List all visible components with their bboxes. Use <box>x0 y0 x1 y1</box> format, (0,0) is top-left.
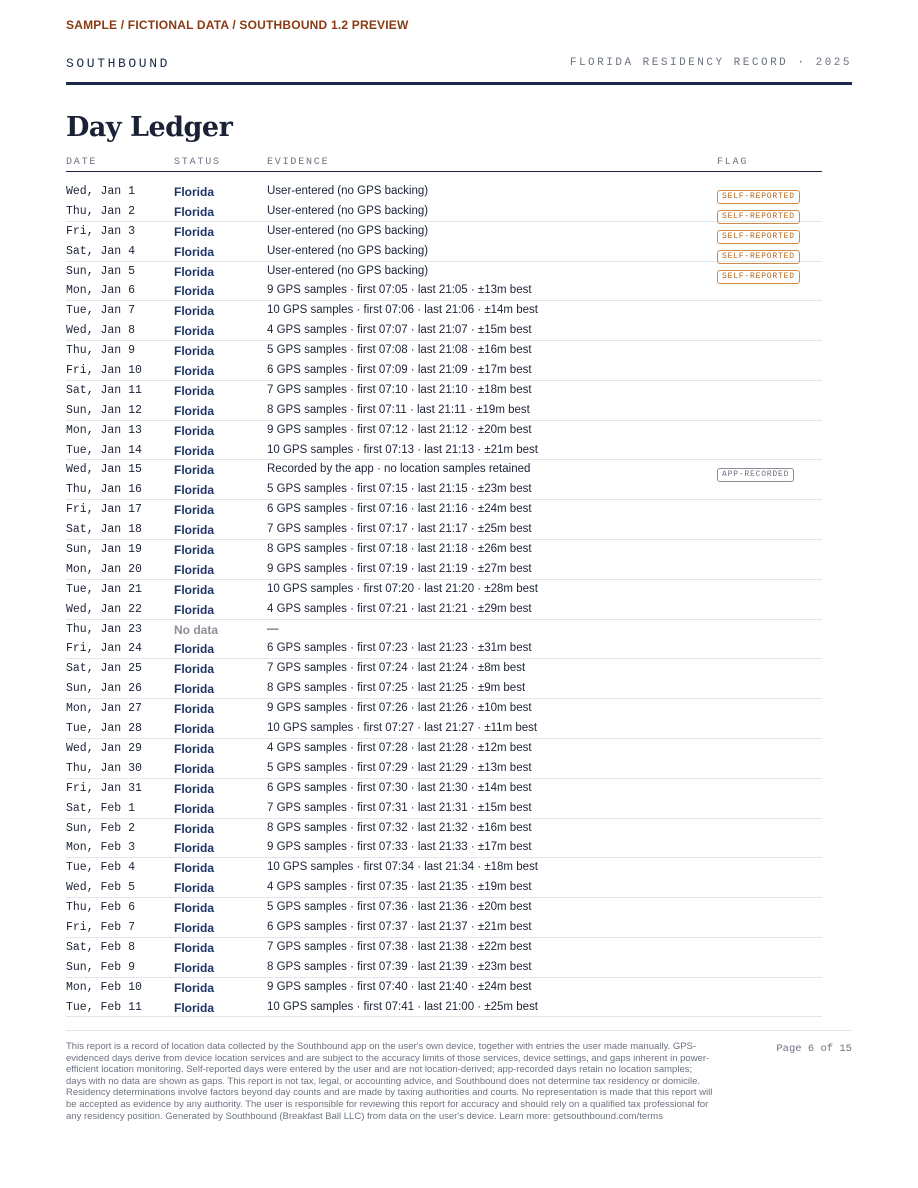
row-date: Fri, Jan 17 <box>66 503 142 517</box>
row-date: Mon, Feb 3 <box>66 841 136 855</box>
row-status: Florida <box>174 224 215 239</box>
row-evidence: 4 GPS samples · first 07:35 · last 21:35 · ±19m best <box>267 881 532 894</box>
row-evidence: 10 GPS samples · first 07:34 · last 21:34 · ±18m best <box>267 861 538 874</box>
row-evidence: 9 GPS samples · first 07:19 · last 21:19 · ±27m best <box>267 562 532 575</box>
row-status: Florida <box>174 383 215 398</box>
row-status: Florida <box>174 483 215 498</box>
row-evidence: 4 GPS samples · first 07:28 · last 21:28 · ±12m best <box>267 741 532 754</box>
row-date: Tue, Feb 4 <box>66 861 136 875</box>
row-evidence: — <box>267 622 279 635</box>
row-date: Mon, Jan 20 <box>66 562 142 576</box>
row-date: Fri, Jan 24 <box>66 642 142 656</box>
row-evidence: 6 GPS samples · first 07:37 · last 21:37 · ±21m best <box>267 920 532 933</box>
table-row <box>66 858 822 878</box>
table-row <box>66 301 822 321</box>
row-status: Florida <box>174 702 215 717</box>
row-date: Sat, Jan 25 <box>66 662 142 676</box>
row-evidence: 4 GPS samples · first 07:21 · last 21:21 · ±29m best <box>267 602 532 615</box>
row-date: Sat, Jan 11 <box>66 383 142 397</box>
row-status: Florida <box>174 284 215 299</box>
row-status: Florida <box>174 821 215 836</box>
row-date: Fri, Jan 3 <box>66 224 136 238</box>
row-date: Mon, Jan 27 <box>66 702 142 716</box>
table-row <box>66 659 822 679</box>
row-date: Sat, Feb 8 <box>66 940 136 954</box>
table-row <box>66 361 822 381</box>
row-date: Sat, Jan 4 <box>66 244 136 258</box>
row-status: Florida <box>174 324 215 339</box>
table-row <box>66 262 822 282</box>
row-status: Florida <box>174 344 215 359</box>
footer-rule <box>66 1030 852 1031</box>
row-status: Florida <box>174 1000 215 1015</box>
table-row <box>66 819 822 839</box>
row-date: Thu, Jan 2 <box>66 204 136 218</box>
flag-badge: SELF-REPORTED <box>717 250 800 264</box>
row-status: Florida <box>174 781 215 796</box>
table-row <box>66 600 822 620</box>
row-date: Sun, Feb 2 <box>66 821 136 835</box>
row-date: Sat, Feb 1 <box>66 801 136 815</box>
row-evidence: 9 GPS samples · first 07:33 · last 21:33 · ±17m best <box>267 841 532 854</box>
table-row <box>66 679 822 699</box>
table-row <box>66 381 822 401</box>
table-row <box>66 202 822 222</box>
row-date: Fri, Jan 31 <box>66 781 142 795</box>
table-row <box>66 799 822 819</box>
row-evidence: 9 GPS samples · first 07:12 · last 21:12 · ±20m best <box>267 423 532 436</box>
row-status: Florida <box>174 364 215 379</box>
row-date: Mon, Jan 6 <box>66 284 136 298</box>
flag-badge: SELF-REPORTED <box>717 270 800 284</box>
row-status: Florida <box>174 741 215 756</box>
row-status: Florida <box>174 264 215 279</box>
row-date: Thu, Jan 16 <box>66 483 142 497</box>
row-date: Tue, Jan 7 <box>66 304 136 318</box>
row-evidence: User-entered (no GPS backing) <box>267 244 429 257</box>
brand-name: SOUTHBOUND <box>66 56 171 71</box>
table-row <box>66 480 822 500</box>
column-header-evidence: EVIDENCE <box>267 157 330 168</box>
row-status: Florida <box>174 185 215 199</box>
row-date: Sun, Jan 19 <box>66 543 142 557</box>
row-evidence: 7 GPS samples · first 07:31 · last 21:31 · ±15m best <box>267 801 532 814</box>
row-evidence: 6 GPS samples · first 07:16 · last 21:16 · ±24m best <box>267 503 532 516</box>
row-evidence: 8 GPS samples · first 07:11 · last 21:11 · ±19m best <box>267 403 530 416</box>
row-status: Florida <box>174 940 215 955</box>
row-date: Wed, Jan 29 <box>66 741 142 755</box>
row-date: Tue, Feb 11 <box>66 1000 142 1014</box>
row-date: Sat, Jan 18 <box>66 523 142 537</box>
table-row <box>66 918 822 938</box>
table-row <box>66 242 822 262</box>
row-status: Florida <box>174 980 215 995</box>
row-evidence: 5 GPS samples · first 07:29 · last 21:29 · ±13m best <box>267 761 532 774</box>
row-date: Sun, Feb 9 <box>66 960 136 974</box>
row-date: Fri, Jan 10 <box>66 364 142 378</box>
table-row <box>66 958 822 978</box>
row-status: Florida <box>174 801 215 816</box>
table-row <box>66 421 822 441</box>
row-date: Tue, Jan 14 <box>66 443 142 457</box>
table-row <box>66 938 822 958</box>
row-date: Sun, Jan 12 <box>66 403 142 417</box>
row-evidence: 4 GPS samples · first 07:07 · last 21:07 · ±15m best <box>267 324 532 337</box>
row-status: Florida <box>174 602 215 617</box>
table-row <box>66 281 822 301</box>
row-evidence: User-entered (no GPS backing) <box>267 204 429 217</box>
row-evidence: 8 GPS samples · first 07:18 · last 21:18 · ±26m best <box>267 543 532 556</box>
table-row <box>66 620 822 640</box>
row-status: Florida <box>174 244 215 259</box>
column-header-date: DATE <box>66 157 98 168</box>
row-status: No data <box>174 622 219 637</box>
row-evidence: 8 GPS samples · first 07:32 · last 21:32 · ±16m best <box>267 821 532 834</box>
table-row <box>66 540 822 560</box>
row-date: Sun, Jan 5 <box>66 264 136 278</box>
row-status: Florida <box>174 403 215 418</box>
row-date: Thu, Jan 9 <box>66 344 136 358</box>
table-row <box>66 222 822 242</box>
row-evidence: Recorded by the app · no location samples retained <box>267 463 531 476</box>
table-row <box>66 779 822 799</box>
row-evidence: User-entered (no GPS backing) <box>267 185 429 197</box>
row-evidence: 10 GPS samples · first 07:27 · last 21:27 · ±11m best <box>267 722 538 735</box>
row-status: Florida <box>174 582 215 597</box>
record-title: FLORIDA RESIDENCY RECORD · 2025 <box>569 57 852 69</box>
row-evidence: 7 GPS samples · first 07:17 · last 21:17 · ±25m best <box>267 523 532 536</box>
table-body <box>66 182 822 1017</box>
row-evidence: 6 GPS samples · first 07:09 · last 21:09 · ±17m best <box>267 364 532 377</box>
table-row <box>66 739 822 759</box>
row-evidence: 5 GPS samples · first 07:36 · last 21:36 · ±20m best <box>267 901 532 914</box>
row-status: Florida <box>174 722 215 737</box>
row-evidence: 7 GPS samples · first 07:24 · last 21:24 · ±8m best <box>267 662 526 675</box>
row-evidence: 5 GPS samples · first 07:15 · last 21:15 · ±23m best <box>267 483 532 496</box>
flag-badge: SELF-REPORTED <box>717 190 800 204</box>
row-evidence: 9 GPS samples · first 07:40 · last 21:40 · ±24m best <box>267 980 532 993</box>
table-row <box>66 580 822 600</box>
table-row <box>66 500 822 520</box>
table-row <box>66 560 822 580</box>
row-evidence: 5 GPS samples · first 07:08 · last 21:08 · ±16m best <box>267 344 532 357</box>
row-status: Florida <box>174 304 215 319</box>
table-row <box>66 520 822 540</box>
row-evidence: 10 GPS samples · first 07:20 · last 21:20 · ±28m best <box>267 582 538 595</box>
row-status: Florida <box>174 443 215 458</box>
row-date: Fri, Feb 7 <box>66 920 136 934</box>
row-evidence: 8 GPS samples · first 07:39 · last 21:39 · ±23m best <box>267 960 532 973</box>
row-status: Florida <box>174 463 215 478</box>
sample-banner: SAMPLE / FICTIONAL DATA / SOUTHBOUND 1.2 PREVIEW <box>66 18 409 32</box>
row-evidence: User-entered (no GPS backing) <box>267 264 429 277</box>
row-status: Florida <box>174 503 215 518</box>
row-status: Florida <box>174 523 215 538</box>
row-status: Florida <box>174 901 215 916</box>
row-status: Florida <box>174 682 215 697</box>
disclaimer-text: This report is a record of location data collected by the Southbound app on the user's own device, together with entries the user made manually. GPS-evidenced days derive from device location services and are subject to the accuracy limits of those services, device settings, and gaps inherent in power-efficient location monitoring. Self-reported days were entered by the user and are not location-derived; app-recorded days retain no location samples; days with no data are shown as gaps. This report is not tax, legal, or accounting advice, and Southbound does not determine tax residency or domicile. Residency determinations involve factors beyond day counts and are made by taxing authorities and courts. No representation is made that this report will be accepted as evidence by any authority. The user is responsible for reviewing this report for accuracy and should rely on a qualified tax professional for any residency position. Generated by Southbound (Breakfast Ball LLC) from data on the user's device. Learn more: getsouthbound.com/terms <box>66 1041 713 1122</box>
table-row <box>66 441 822 461</box>
row-date: Wed, Jan 1 <box>66 185 136 198</box>
row-evidence: 8 GPS samples · first 07:25 · last 21:25 · ±9m best <box>267 682 526 695</box>
table-row <box>66 401 822 421</box>
row-status: Florida <box>174 960 215 975</box>
table-row <box>66 759 822 779</box>
table-row <box>66 719 822 739</box>
row-status: Florida <box>174 562 215 577</box>
row-evidence: 10 GPS samples · first 07:06 · last 21:06 · ±14m best <box>267 304 538 317</box>
row-date: Wed, Jan 15 <box>66 463 142 477</box>
table-row <box>66 341 822 361</box>
header-rule <box>66 82 852 85</box>
row-date: Thu, Feb 6 <box>66 901 136 915</box>
row-status: Florida <box>174 920 215 935</box>
row-date: Wed, Jan 8 <box>66 324 136 338</box>
row-date: Wed, Feb 5 <box>66 881 136 895</box>
row-date: Thu, Jan 30 <box>66 761 142 775</box>
row-evidence: 7 GPS samples · first 07:10 · last 21:10 · ±18m best <box>267 383 532 396</box>
row-date: Mon, Jan 13 <box>66 423 142 437</box>
flag-badge: SELF-REPORTED <box>717 210 800 224</box>
day-ledger-table <box>66 154 822 1017</box>
row-status: Florida <box>174 642 215 657</box>
row-status: Florida <box>174 204 215 219</box>
row-evidence: 6 GPS samples · first 07:23 · last 21:23 · ±31m best <box>267 642 532 655</box>
row-status: Florida <box>174 881 215 896</box>
row-status: Florida <box>174 662 215 677</box>
row-status: Florida <box>174 423 215 438</box>
table-row <box>66 182 822 202</box>
row-status: Florida <box>174 543 215 558</box>
table-row <box>66 998 822 1018</box>
column-header-status: STATUS <box>174 157 221 168</box>
row-status: Florida <box>174 861 215 876</box>
row-date: Tue, Jan 21 <box>66 582 142 596</box>
row-evidence: 9 GPS samples · first 07:05 · last 21:05 · ±13m best <box>267 284 532 297</box>
page-title: Day Ledger <box>66 112 233 143</box>
table-row <box>66 898 822 918</box>
row-status: Florida <box>174 841 215 856</box>
flag-badge: APP-RECORDED <box>717 468 794 482</box>
row-date: Wed, Jan 22 <box>66 602 142 616</box>
row-status: Florida <box>174 761 215 776</box>
row-date: Mon, Feb 10 <box>66 980 142 994</box>
table-row <box>66 878 822 898</box>
row-date: Tue, Jan 28 <box>66 722 142 736</box>
table-row <box>66 460 822 480</box>
table-header <box>66 154 822 172</box>
table-row <box>66 978 822 998</box>
table-row <box>66 639 822 659</box>
row-evidence: 6 GPS samples · first 07:30 · last 21:30 · ±14m best <box>267 781 532 794</box>
row-evidence: 10 GPS samples · first 07:13 · last 21:13 · ±21m best <box>267 443 538 456</box>
row-date: Sun, Jan 26 <box>66 682 142 696</box>
row-evidence: 10 GPS samples · first 07:41 · last 21:00 · ±25m best <box>267 1000 538 1013</box>
row-evidence: 9 GPS samples · first 07:26 · last 21:26 · ±10m best <box>267 702 532 715</box>
row-evidence: User-entered (no GPS backing) <box>267 224 429 237</box>
page-number: Page 6 of 15 <box>776 1043 852 1055</box>
row-evidence: 7 GPS samples · first 07:38 · last 21:38 · ±22m best <box>267 940 532 953</box>
row-date: Thu, Jan 23 <box>66 622 142 636</box>
column-header-flag: FLAG <box>717 157 749 168</box>
table-row <box>66 699 822 719</box>
flag-badge: SELF-REPORTED <box>717 230 800 244</box>
table-row <box>66 321 822 341</box>
table-row <box>66 838 822 858</box>
